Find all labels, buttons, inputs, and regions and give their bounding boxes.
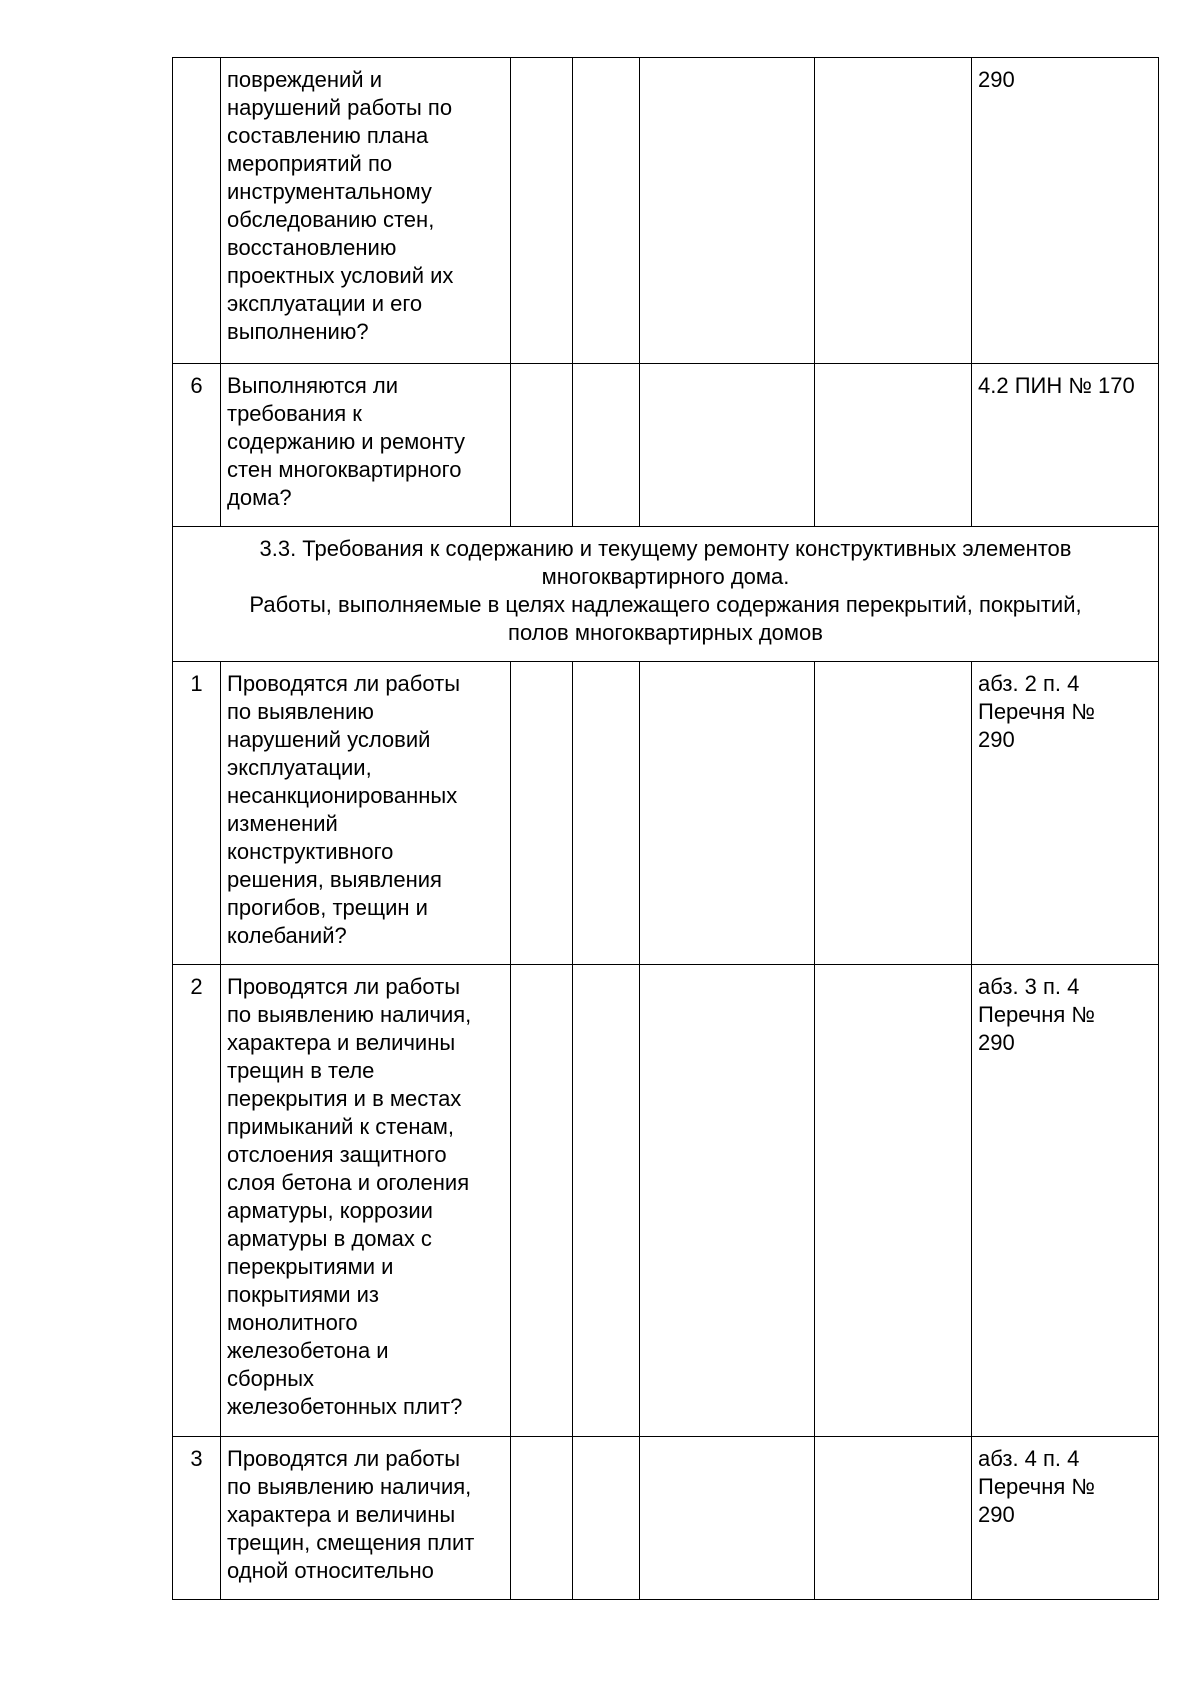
answer-no-cell [573,965,640,1437]
remark-cell [815,364,972,527]
answer-yes-cell [511,364,573,527]
table-row [173,965,1159,1437]
question-text: Проводятся ли работы по выявлению наличия, характера и величины трещин, смещения плит одной относительно [221,1437,511,1600]
not-applicable-cell [640,662,815,965]
question-text: Проводятся ли работы по выявлению нарушений условий эксплуатации, несанкционированных изменений конструктивного решения, выявления прогибов, трещин и колебаний? [221,662,511,965]
answer-yes-cell [511,662,573,965]
remark-cell [815,662,972,965]
not-applicable-cell [640,965,815,1437]
row-number [173,58,221,364]
remark-cell [815,1437,972,1600]
answer-yes-cell [511,58,573,364]
remark-cell [815,965,972,1437]
question-text: Выполняются ли требования к содержанию и ремонту стен многоквартирного дома? [221,364,511,527]
row-number: 1 [173,662,221,965]
question-text: Проводятся ли работы по выявлению наличия, характера и величины трещин в теле перекрытия и в местах примыканий к стенам, отслоения защитного слоя бетона и оголения арматуры, коррозии арматуры в домах с перекрытиями и покрытиями из монолитного железобетона и сборных железобетонных плит? [221,965,511,1437]
row-number: 2 [173,965,221,1437]
not-applicable-cell [640,58,815,364]
row-number: 6 [173,364,221,527]
remark-cell [815,58,972,364]
checklist-table [172,57,1159,1600]
legal-reference: 290 [972,58,1159,364]
section-row [173,527,1159,662]
answer-yes-cell [511,965,573,1437]
answer-no-cell [573,1437,640,1600]
legal-reference: 4.2 ПИН № 170 [972,364,1159,527]
table-row [173,58,1159,364]
not-applicable-cell [640,364,815,527]
answer-no-cell [573,364,640,527]
answer-yes-cell [511,1437,573,1600]
row-number: 3 [173,1437,221,1600]
legal-reference: абз. 4 п. 4 Перечня № 290 [972,1437,1159,1600]
table-row [173,364,1159,527]
legal-reference: абз. 3 п. 4 Перечня № 290 [972,965,1159,1437]
not-applicable-cell [640,1437,815,1600]
question-text: повреждений и нарушений работы по составлению плана мероприятий по инструментальному обследованию стен, восстановлению проектных условий их эксплуатации и его выполнению? [221,58,511,364]
table-row [173,1437,1159,1600]
section-heading: 3.3. Требования к содержанию и текущему ремонту конструктивных элементов многоквартирного дома. Работы, выполняемые в целях надлежащего содержания перекрытий, покрытий, полов многоквартирных домов [173,527,1159,662]
answer-no-cell [573,662,640,965]
answer-no-cell [573,58,640,364]
table-row [173,662,1159,965]
legal-reference: абз. 2 п. 4 Перечня № 290 [972,662,1159,965]
